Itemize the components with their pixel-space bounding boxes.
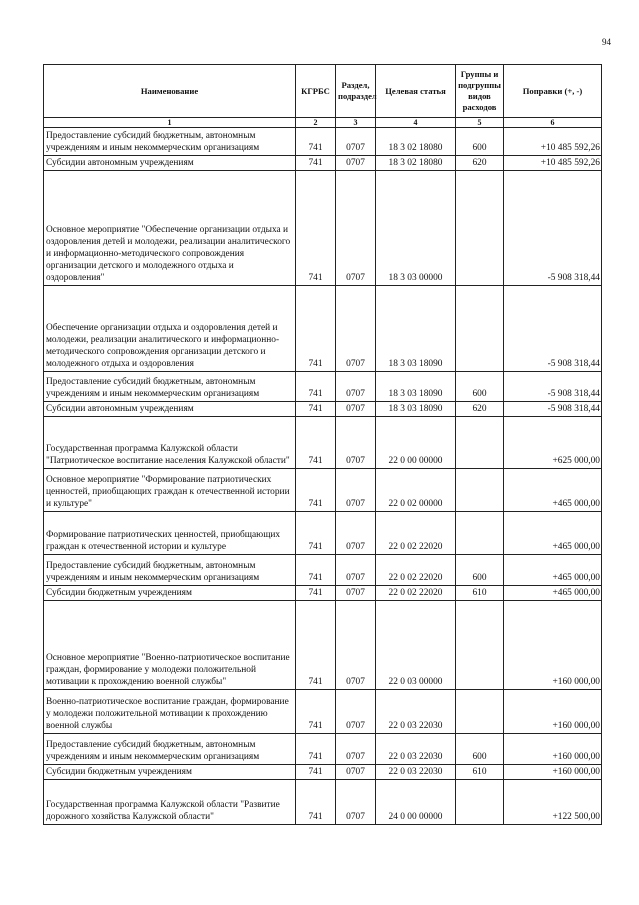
row-name-cell: Субсидии автономным учреждениям bbox=[44, 402, 296, 417]
row-amount-cell: +160 000,00 bbox=[504, 765, 602, 780]
row-amount-cell: +10 485 592,26 bbox=[504, 156, 602, 171]
row-target-cell: 18 3 02 18080 bbox=[376, 128, 456, 156]
row-section-cell: 0707 bbox=[336, 586, 376, 601]
row-name-cell: Основное мероприятие "Обеспечение организации отдыха и оздоровления детей и молодежи, реализации аналитического и информационно-методического сопровождения организации детского и молодежного отдыха и оздоровления" bbox=[44, 171, 296, 286]
row-amount-cell: +465 000,00 bbox=[504, 469, 602, 512]
row-group-cell: 610 bbox=[456, 765, 504, 780]
table-row bbox=[44, 286, 602, 372]
row-target-cell: 18 3 02 18080 bbox=[376, 156, 456, 171]
row-amount-cell: +465 000,00 bbox=[504, 586, 602, 601]
row-section-cell: 0707 bbox=[336, 372, 376, 402]
column-number: 2 bbox=[296, 118, 336, 128]
column-number: 5 bbox=[456, 118, 504, 128]
row-group-cell bbox=[456, 512, 504, 555]
table-row bbox=[44, 417, 602, 469]
row-name-cell: Субсидии автономным учреждениям bbox=[44, 156, 296, 171]
row-section-cell: 0707 bbox=[336, 469, 376, 512]
table-row bbox=[44, 512, 602, 555]
table-row bbox=[44, 690, 602, 734]
row-kgrbs-cell: 741 bbox=[296, 586, 336, 601]
table-row bbox=[44, 601, 602, 690]
column-number: 6 bbox=[504, 118, 602, 128]
row-amount-cell: +625 000,00 bbox=[504, 417, 602, 469]
row-group-cell bbox=[456, 171, 504, 286]
row-target-cell: 22 0 02 22020 bbox=[376, 512, 456, 555]
row-kgrbs-cell: 741 bbox=[296, 690, 336, 734]
row-section-cell: 0707 bbox=[336, 286, 376, 372]
row-target-cell: 24 0 00 00000 bbox=[376, 780, 456, 825]
row-kgrbs-cell: 741 bbox=[296, 734, 336, 765]
row-target-cell: 22 0 03 22030 bbox=[376, 765, 456, 780]
row-target-cell: 18 3 03 18090 bbox=[376, 402, 456, 417]
table-row bbox=[44, 780, 602, 825]
row-kgrbs-cell: 741 bbox=[296, 765, 336, 780]
row-target-cell: 22 0 02 22020 bbox=[376, 586, 456, 601]
header-section: Раздел, подраздел bbox=[336, 65, 376, 118]
row-kgrbs-cell: 741 bbox=[296, 171, 336, 286]
header-target: Целевая статья bbox=[376, 65, 456, 118]
row-name-cell: Государственная программа Калужской области "Развитие дорожного хозяйства Калужской области" bbox=[44, 780, 296, 825]
row-amount-cell: +160 000,00 bbox=[504, 690, 602, 734]
row-name-cell: Государственная программа Калужской области "Патриотическое воспитание населения Калужской области" bbox=[44, 417, 296, 469]
table-row bbox=[44, 555, 602, 586]
row-target-cell: 18 3 03 00000 bbox=[376, 171, 456, 286]
row-amount-cell: +10 485 592,26 bbox=[504, 128, 602, 156]
column-number-row bbox=[44, 118, 602, 128]
row-target-cell: 22 0 03 22030 bbox=[376, 734, 456, 765]
row-target-cell: 22 0 03 22030 bbox=[376, 690, 456, 734]
row-kgrbs-cell: 741 bbox=[296, 555, 336, 586]
row-group-cell: 620 bbox=[456, 402, 504, 417]
row-kgrbs-cell: 741 bbox=[296, 469, 336, 512]
row-amount-cell: -5 908 318,44 bbox=[504, 372, 602, 402]
budget-table-container bbox=[43, 64, 601, 825]
row-name-cell: Основное мероприятие "Формирование патриотических ценностей, приобщающих граждан к отечественной истории и культуре" bbox=[44, 469, 296, 512]
row-target-cell: 22 0 02 00000 bbox=[376, 469, 456, 512]
column-number: 3 bbox=[336, 118, 376, 128]
row-group-cell bbox=[456, 780, 504, 825]
table-row bbox=[44, 372, 602, 402]
row-amount-cell: +160 000,00 bbox=[504, 734, 602, 765]
row-section-cell: 0707 bbox=[336, 555, 376, 586]
table-row bbox=[44, 765, 602, 780]
table-row bbox=[44, 171, 602, 286]
column-number: 4 bbox=[376, 118, 456, 128]
row-section-cell: 0707 bbox=[336, 417, 376, 469]
row-kgrbs-cell: 741 bbox=[296, 286, 336, 372]
row-amount-cell: -5 908 318,44 bbox=[504, 402, 602, 417]
row-target-cell: 22 0 02 22020 bbox=[376, 555, 456, 586]
budget-table bbox=[43, 64, 602, 825]
row-kgrbs-cell: 741 bbox=[296, 417, 336, 469]
row-amount-cell: -5 908 318,44 bbox=[504, 171, 602, 286]
row-amount-cell: +465 000,00 bbox=[504, 555, 602, 586]
row-kgrbs-cell: 741 bbox=[296, 128, 336, 156]
row-group-cell: 600 bbox=[456, 128, 504, 156]
row-kgrbs-cell: 741 bbox=[296, 601, 336, 690]
page-number: 94 bbox=[602, 37, 611, 47]
row-section-cell: 0707 bbox=[336, 171, 376, 286]
row-group-cell bbox=[456, 690, 504, 734]
row-group-cell: 610 bbox=[456, 586, 504, 601]
row-kgrbs-cell: 741 bbox=[296, 512, 336, 555]
row-section-cell: 0707 bbox=[336, 128, 376, 156]
header-amount: Поправки (+, -) bbox=[504, 65, 602, 118]
column-number: 1 bbox=[44, 118, 296, 128]
row-section-cell: 0707 bbox=[336, 780, 376, 825]
row-group-cell: 600 bbox=[456, 372, 504, 402]
row-target-cell: 22 0 03 00000 bbox=[376, 601, 456, 690]
row-kgrbs-cell: 741 bbox=[296, 156, 336, 171]
row-amount-cell: -5 908 318,44 bbox=[504, 286, 602, 372]
row-name-cell: Субсидии бюджетным учреждениям bbox=[44, 765, 296, 780]
row-amount-cell: +160 000,00 bbox=[504, 601, 602, 690]
row-group-cell: 600 bbox=[456, 555, 504, 586]
row-group-cell bbox=[456, 417, 504, 469]
header-group: Группы и подгруппы видов расходов bbox=[456, 65, 504, 118]
row-name-cell: Предоставление субсидий бюджетным, автономным учреждениям и иным некоммерческим организациям bbox=[44, 555, 296, 586]
row-section-cell: 0707 bbox=[336, 156, 376, 171]
row-section-cell: 0707 bbox=[336, 512, 376, 555]
row-name-cell: Военно-патриотическое воспитание граждан, формирование у молодежи положительной мотивации к прохождению военной службы bbox=[44, 690, 296, 734]
row-amount-cell: +122 500,00 bbox=[504, 780, 602, 825]
row-group-cell: 620 bbox=[456, 156, 504, 171]
row-group-cell bbox=[456, 469, 504, 512]
row-group-cell bbox=[456, 286, 504, 372]
row-name-cell: Предоставление субсидий бюджетным, автономным учреждениям и иным некоммерческим организациям bbox=[44, 372, 296, 402]
table-body bbox=[44, 128, 602, 825]
table-row bbox=[44, 734, 602, 765]
table-header-row bbox=[44, 65, 602, 118]
row-section-cell: 0707 bbox=[336, 690, 376, 734]
header-kgrbs: КГРБС bbox=[296, 65, 336, 118]
row-section-cell: 0707 bbox=[336, 765, 376, 780]
row-name-cell: Формирование патриотических ценностей, приобщающих граждан к отечественной истории и культуре bbox=[44, 512, 296, 555]
table-row bbox=[44, 469, 602, 512]
row-amount-cell: +465 000,00 bbox=[504, 512, 602, 555]
row-name-cell: Обеспечение организации отдыха и оздоровления детей и молодежи, реализации аналитического и информационно-методического сопровождения организации детского и молодежного отдыха и оздоровления bbox=[44, 286, 296, 372]
table-row bbox=[44, 156, 602, 171]
table-row bbox=[44, 586, 602, 601]
row-name-cell: Предоставление субсидий бюджетным, автономным учреждениям и иным некоммерческим организациям bbox=[44, 128, 296, 156]
table-row bbox=[44, 402, 602, 417]
row-name-cell: Субсидии бюджетным учреждениям bbox=[44, 586, 296, 601]
row-kgrbs-cell: 741 bbox=[296, 402, 336, 417]
row-section-cell: 0707 bbox=[336, 402, 376, 417]
header-name: Наименование bbox=[44, 65, 296, 118]
row-name-cell: Предоставление субсидий бюджетным, автономным учреждениям и иным некоммерческим организациям bbox=[44, 734, 296, 765]
row-kgrbs-cell: 741 bbox=[296, 780, 336, 825]
row-name-cell: Основное мероприятие "Военно-патриотическое воспитание граждан, формирование у молодежи положительной мотивации к прохождению военной службы" bbox=[44, 601, 296, 690]
row-section-cell: 0707 bbox=[336, 601, 376, 690]
row-group-cell: 600 bbox=[456, 734, 504, 765]
row-target-cell: 18 3 03 18090 bbox=[376, 372, 456, 402]
row-group-cell bbox=[456, 601, 504, 690]
table-row bbox=[44, 128, 602, 156]
row-section-cell: 0707 bbox=[336, 734, 376, 765]
row-target-cell: 18 3 03 18090 bbox=[376, 286, 456, 372]
row-target-cell: 22 0 00 00000 bbox=[376, 417, 456, 469]
row-kgrbs-cell: 741 bbox=[296, 372, 336, 402]
